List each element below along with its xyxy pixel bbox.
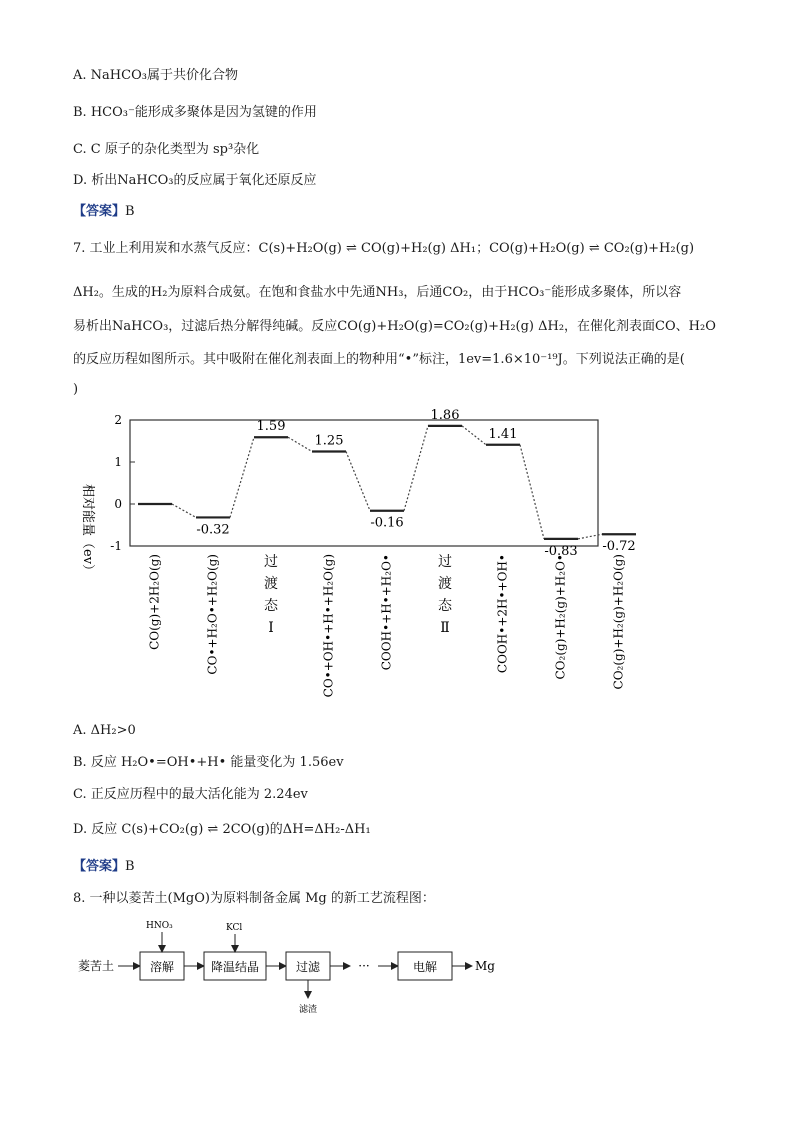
y-tick-label: 1 [114,455,122,469]
profile-connector [172,504,196,517]
profile-connector [462,426,486,445]
flow-residue: 滤渣 [298,1005,318,1015]
category-label: 过渡态 Ⅱ [438,554,452,636]
category-label: CO•+OH•+H•+H₂O(g) [321,554,336,698]
data-label: 1.59 [256,419,286,435]
answer-q7: 【答案】B [73,859,135,874]
category-label: CO₂(g)+H₂(g)+H₂O• [553,554,568,680]
y-tick-label: -1 [110,539,122,553]
q7-line-3: 易析出NaHCO₃，过滤后热分解得纯碱。反应CO(g)+H₂O(g)=CO₂(g)+H₂(g) ΔH₂，在催化剂表面CO、H₂O [73,319,716,334]
option-q7-c: C. 正反应历程中的最大活化能为 2.24ev [73,787,308,802]
profile-connector [404,426,428,511]
data-label: 1.86 [430,407,460,423]
category-label: COOH•+2H•+OH• [495,554,510,674]
flow-box-dissolve-label: 溶解 [149,960,175,974]
flow-ellipsis: ··· [358,959,370,973]
q7-line-1: 7. 工业上利用炭和水蒸气反应：C(s)+H₂O(g) ⇌ CO(g)+H₂(g) ΔH₁；CO(g)+H₂O(g) ⇌ CO₂(g)+H₂(g) [73,241,695,256]
flow-box-electrolysis-label: 电解 [412,960,438,974]
q7-line-4: 的反应历程如图所示。其中吸附在催化剂表面上的物种用“•”标注，1ev=1.6×10⁻¹⁹J。下列说法正确的是( [73,352,685,367]
process-flow-diagram [78,910,498,1020]
category-label: CO•+H₂O•+H₂O(g) [205,554,220,675]
option-q6-b: B. HCO₃⁻能形成多聚体是因为氢键的作用 [73,105,317,120]
option-q7-a: A. ΔH₂>0 [73,723,136,738]
category-label: 过渡态 Ⅰ [264,554,278,636]
q7-line-5: ) [73,382,79,397]
category-label: CO₂(g)+H₂(g)+H₂O(g) [611,554,626,690]
reagent-kcl: KCl [226,923,243,933]
y-tick-label: 0 [114,497,122,511]
y-tick-label: 2 [114,413,122,427]
profile-connector [230,437,254,517]
energy-profile-chart [70,407,636,714]
q8-stem: 8. 一种以菱苦土(MgO)为原料制备金属 Mg 的新工艺流程图： [73,891,435,906]
flow-box-crystallize-label: 降温结晶 [210,960,260,974]
answer-q6: 【答案】B [73,204,135,219]
profile-connector [520,445,544,539]
option-q6-d: D. 析出NaHCO₃的反应属于氧化还原反应 [73,173,317,188]
category-label: COOH•+H•+H₂O• [379,554,394,671]
option-q6-a: A. NaHCO₃属于共价化合物 [73,68,238,83]
data-label: -0.72 [602,539,636,555]
flow-product: Mg [475,959,495,973]
data-label: -0.83 [544,543,578,559]
y-axis-label: 相对能量（ev） [80,484,95,578]
profile-connector [288,437,312,451]
data-label: -0.32 [196,522,230,538]
option-q7-b: B. 反应 H₂O•=OH•+H• 能量变化为 1.56ev [73,755,344,770]
q7-line-2: ΔH₂。生成的H₂为原料合成氨。在饱和食盐水中先通NH₃，后通CO₂，由于HCO₃⁻能形成多聚体，所以容 [73,285,682,300]
category-label: CO(g)+2H₂O(g) [147,554,162,650]
flow-box-filter-label: 过滤 [295,960,321,974]
data-label: 1.25 [314,433,344,449]
data-label: 1.41 [488,426,518,442]
option-q6-c: C. C 原子的杂化类型为 sp³杂化 [73,142,260,157]
flow-start: 菱苦土 [78,959,115,973]
option-q7-d: D. 反应 C(s)+CO₂(g) ⇌ 2CO(g)的ΔH=ΔH₂-ΔH₁ [73,822,371,837]
profile-connector [346,452,370,511]
data-label: -0.16 [370,515,404,531]
reagent-hno3: HNO₃ [146,921,173,931]
